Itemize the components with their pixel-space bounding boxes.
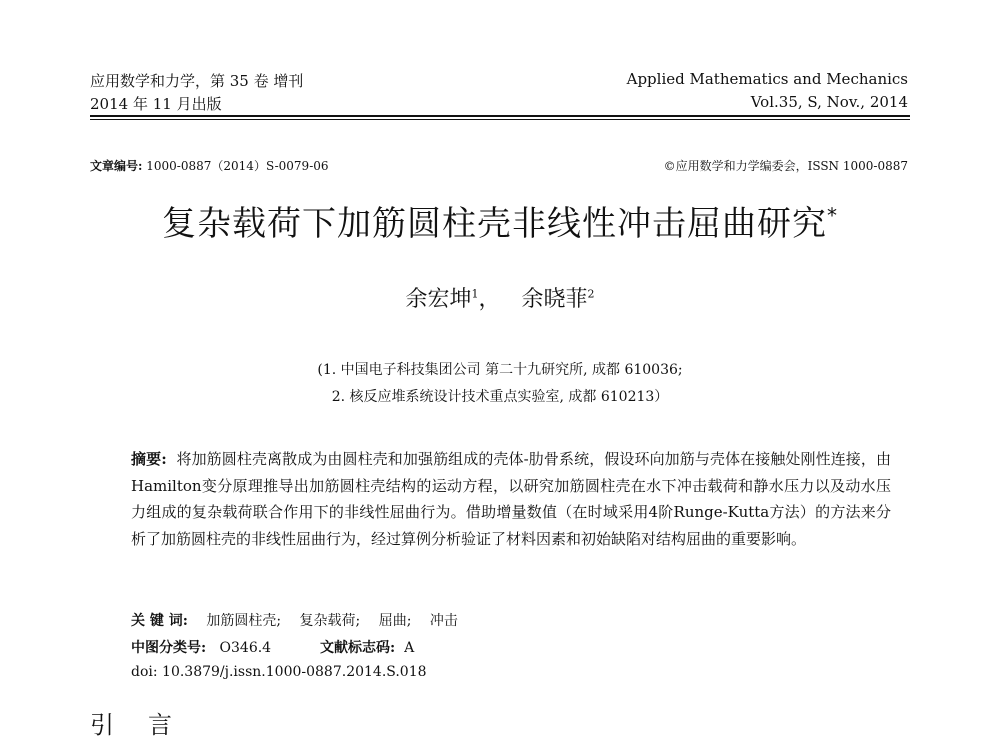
journal-name-cn: 应用数学和力学，第 35 卷 增刊 <box>90 72 304 90</box>
affiliation-line: (1. 中国电子科技集团公司 第二十九研究所, 成都 610036; <box>317 362 683 378</box>
doi: doi: 10.3879/j.issn.1000-0887.2014.S.018 <box>131 664 427 680</box>
publication-date-cn: 2014 年 11 月出版 <box>90 95 222 113</box>
article-number-value: 1000-0887（2014）S-0079-06 <box>146 159 329 173</box>
affiliation-line: 2. 核反应堆系统设计技术重点实验室, 成都 610213） <box>331 389 669 405</box>
doc-code: A <box>404 640 415 656</box>
keywords <box>131 610 458 630</box>
paper-title <box>0 196 1000 245</box>
abstract-label: 摘要: <box>131 450 167 468</box>
classification <box>131 637 414 657</box>
volume-info-en: Vol.35, S, Nov., 2014 <box>750 93 908 111</box>
author-name: 余晓菲 <box>521 287 588 312</box>
header-rule-thin <box>90 119 910 120</box>
keyword: 复杂载荷; <box>299 613 361 629</box>
journal-name-en: Applied Mathematics and Mechanics <box>626 70 908 88</box>
keywords-label: 关 键 词: <box>131 613 188 629</box>
author-separator: ， <box>478 287 501 312</box>
clc-label: 中图分类号: <box>131 640 207 656</box>
author-name: 余宏坤 <box>405 287 472 312</box>
article-number-label: 文章编号: <box>90 159 143 173</box>
doc-code-label: 文献标志码: <box>320 640 396 656</box>
keyword: 加筋圆柱壳; <box>206 613 282 629</box>
section-heading-introduction: 引言 <box>90 711 206 739</box>
header-rule-thick <box>90 115 910 117</box>
author-list <box>0 282 1000 313</box>
author-affiliation-mark: 1 <box>471 287 479 301</box>
abstract-text: 将加筋圆柱壳离散成为由圆柱壳和加强筋组成的壳体-肋骨系统，假设环向加筋与壳体在接触处刚性连接，由Hamilton变分原理推导出加筋圆柱壳结构的运动方程，以研究加筋圆柱壳在水下冲击载荷和静水压力以及动水压力组成的复杂载荷联合作用下的非线性屈曲行为。借助增量数值（在时域采用4阶Runge-Kutta方法）的方法来分析了加筋圆柱壳的非线性屈曲行为，经过算例分析验证了材料因素和初始缺陷对结构屈曲的重要影响。 <box>131 450 891 548</box>
keyword: 冲击 <box>429 613 458 629</box>
author-affiliation-mark: 2 <box>587 287 595 301</box>
abstract <box>131 446 891 552</box>
clc-code: O346.4 <box>219 640 272 656</box>
title-footnote-mark: * <box>827 203 838 228</box>
keyword: 屈曲; <box>378 613 412 629</box>
article-number <box>90 157 329 174</box>
copyright-notice: ©应用数学和力学编委会，ISSN 1000-0887 <box>663 159 908 173</box>
paper-title-text: 复杂载荷下加筋圆柱壳非线性冲击屈曲研究 <box>162 204 827 244</box>
